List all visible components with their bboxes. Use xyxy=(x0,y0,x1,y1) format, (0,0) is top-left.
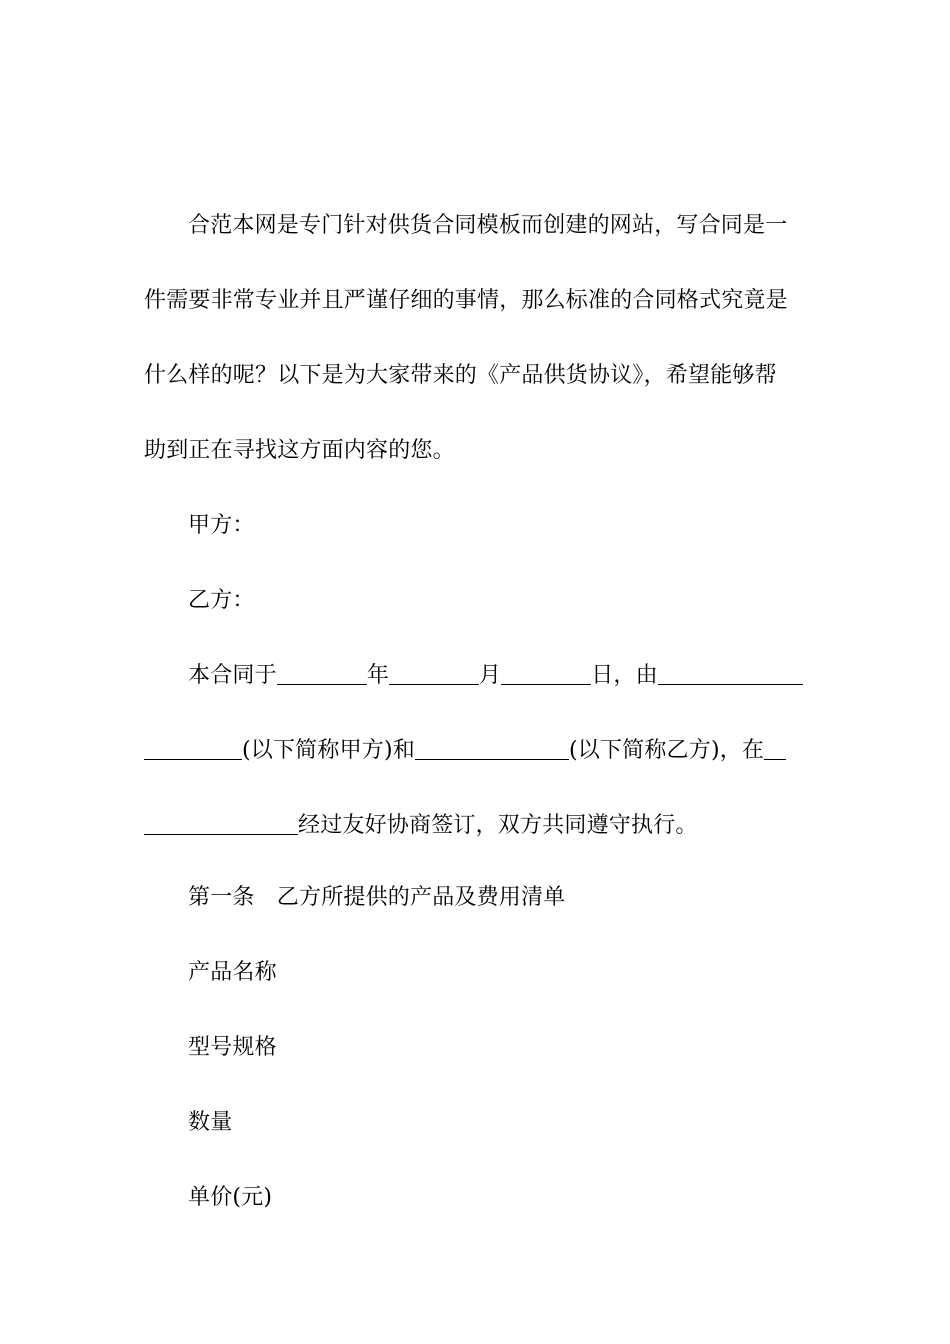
article-1-title: 第一条 乙方所提供的产品及费用清单 xyxy=(188,885,566,910)
day-blank xyxy=(501,664,591,685)
party-b-label: 乙方： xyxy=(188,588,255,613)
month-blank xyxy=(389,664,479,685)
location-blank-cont xyxy=(144,814,298,835)
party-b-abbrev-text: (以下简称乙方)，在 xyxy=(568,738,765,763)
field-quantity: 数量 xyxy=(188,1110,233,1135)
year-label: 年 xyxy=(366,663,390,688)
signing-text: 经过友好协商签订，双方共同遵守执行。 xyxy=(298,813,698,838)
contract-date-line xyxy=(188,662,804,690)
party-a-name-blank-cont xyxy=(144,739,242,760)
location-blank xyxy=(764,739,786,760)
party-a-name-blank xyxy=(658,664,803,685)
contract-parties-line xyxy=(144,737,804,765)
contract-date-text-1: 本合同于 xyxy=(188,663,277,688)
party-a-abbrev-text: (以下简称甲方)和 xyxy=(242,738,415,763)
intro-line-3: 什么样的呢？以下是为大家带来的《产品供货协议》，希望能够帮 xyxy=(144,363,777,388)
intro-line-1: 合范本网是专门针对供货合同模板而创建的网站，写合同是一 xyxy=(188,213,788,238)
month-label: 月 xyxy=(479,663,502,688)
intro-line-4: 助到正在寻找这方面内容的您。 xyxy=(144,438,455,463)
field-product-name: 产品名称 xyxy=(188,960,277,985)
day-label: 日，由 xyxy=(591,663,658,688)
contract-location-line xyxy=(144,812,804,840)
intro-line-2: 件需要非常专业并且严谨仔细的事情，那么标准的合同格式究竟是 xyxy=(144,288,788,313)
party-a-label: 甲方： xyxy=(188,513,255,538)
field-unit-price: 单价(元) xyxy=(188,1185,273,1210)
party-b-name-blank xyxy=(415,739,569,760)
year-blank xyxy=(277,664,367,685)
field-model-spec: 型号规格 xyxy=(188,1035,277,1060)
